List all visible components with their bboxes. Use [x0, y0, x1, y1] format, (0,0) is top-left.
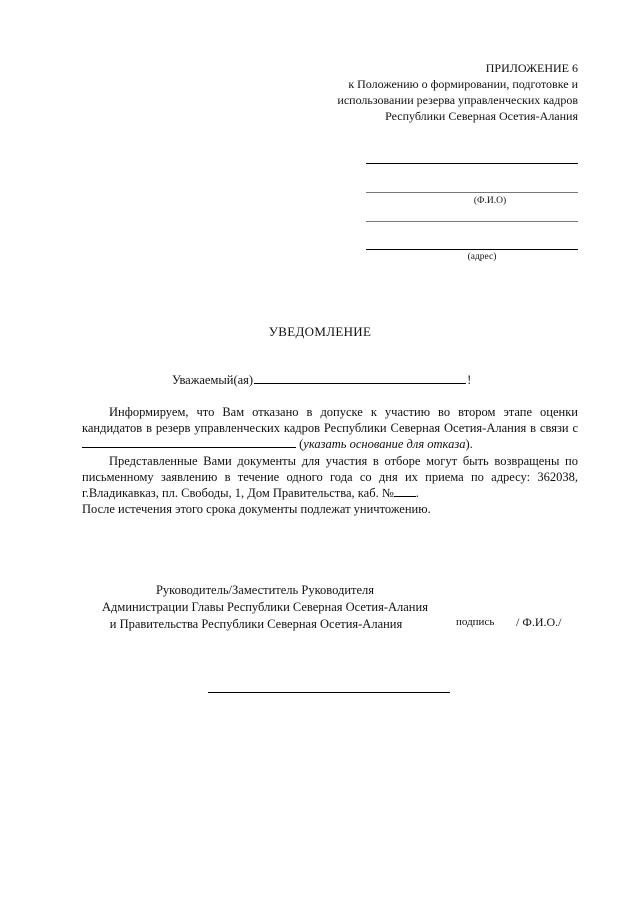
signatory-title-line: и Правительства Республики Северная Осетия-Алания: [109, 617, 403, 631]
signatory-title-line: Администрации Главы Республики Северная Осетия-Алания: [102, 600, 428, 614]
documents-return-text: Представленные Вами документы для участия в отборе могут быть возвращены по письменному заявлению в течение одного года со дня их приема по адресу: 362038, г.Владикавказ, пл. Свободы, 1, Дом Правительства, каб. №: [82, 453, 578, 501]
bottom-signature-line[interactable]: [208, 692, 450, 693]
recipient-address-line-2[interactable]: [366, 249, 578, 250]
signatory-title-line: Руководитель/Заместитель Руководителя: [155, 583, 375, 597]
appendix-reference-line: Республики Северная Осетия-Алания: [385, 109, 578, 123]
greeting-name-blank[interactable]: [254, 372, 466, 384]
recipient-address-line-1[interactable]: [366, 221, 578, 222]
signatory-fio-label: / Ф.И.О./: [516, 615, 562, 629]
appendix-reference-line: к Положению о формировании, подготовке и: [348, 77, 578, 91]
greeting-prefix: Уважаемый(ая): [172, 373, 254, 387]
refusal-reason-blank[interactable]: [82, 436, 296, 448]
reason-open: (: [299, 437, 304, 452]
greeting-suffix: !: [467, 373, 472, 387]
recipient-name-line-2[interactable]: [366, 192, 578, 193]
paragraph-destruction: После истечения этого срока документы подлежат уничтожению.: [82, 502, 431, 517]
notification-body: [82, 404, 578, 517]
address-caption: (адрес): [467, 252, 497, 262]
greeting: [172, 372, 471, 388]
signature-label: подпись: [456, 616, 495, 628]
document-title: УВЕДОМЛЕНИЕ: [268, 324, 372, 339]
paragraph-documents-return: [82, 453, 578, 502]
appendix-reference-line: использовании резерва управленческих кадров: [337, 93, 578, 107]
reason-hint: указать основание для отказа: [303, 437, 466, 452]
documents-return-end: .: [415, 486, 419, 501]
appendix-header: [278, 60, 578, 124]
signatory-block: [80, 582, 450, 633]
paragraph-refusal: [82, 404, 578, 453]
recipient-name-line[interactable]: [366, 163, 578, 164]
appendix-number: ПРИЛОЖЕНИЕ 6: [485, 61, 578, 75]
reason-close: ).: [465, 437, 473, 452]
office-number-blank[interactable]: [394, 485, 416, 497]
fio-caption: (Ф.И.О): [473, 196, 507, 206]
refusal-text: Информируем, что Вам отказано в допуске к участию во втором этапе оценки кандидатов в резерв управленческих кадров Республики Северная Осетия-Алания в связи с: [82, 405, 578, 436]
